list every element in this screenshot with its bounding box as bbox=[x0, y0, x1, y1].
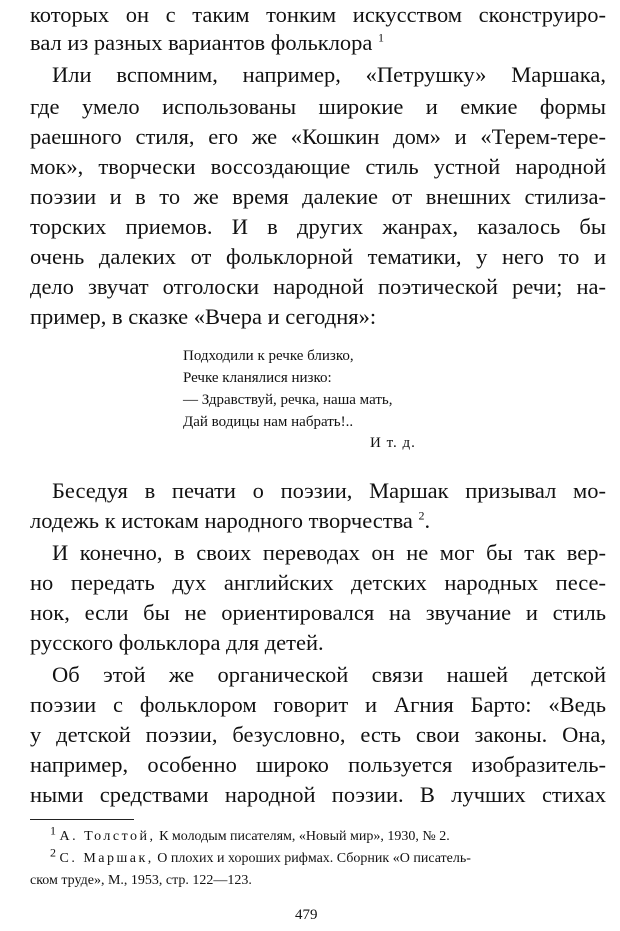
footnote-ref-2: 2 bbox=[418, 508, 425, 523]
text-line: где умело использованы широкие и емкие формы bbox=[30, 94, 606, 119]
text-line: мок», творчески воссоздающие стиль устной народной bbox=[30, 154, 606, 179]
page-number: 479 bbox=[295, 907, 318, 923]
poem-line: Речке кланялися низко: bbox=[183, 370, 332, 386]
text-line: поэзии с фольклором говорит и Агния Барто: «Ведь bbox=[30, 692, 606, 717]
text-line: Об этой же органической связи нашей детской bbox=[52, 662, 606, 687]
text-line-content: вал из разных вариантов фольклора bbox=[30, 30, 373, 55]
footnote-2-continuation: ском труде», М., 1953, стр. 122—123. bbox=[30, 873, 252, 888]
footnote-number: 2 bbox=[50, 845, 56, 860]
text-line bbox=[30, 28, 606, 58]
poem-etc: И т. д. bbox=[370, 435, 416, 451]
text-line-trail: . bbox=[424, 508, 431, 533]
text-line: дело звучат отголоски народной поэтической речи; на- bbox=[30, 274, 606, 299]
footnote-author: С. Маршак, bbox=[59, 851, 154, 866]
text-line: у детской поэзии, безусловно, есть свои законы. Она, bbox=[30, 722, 606, 747]
footnote-divider bbox=[30, 819, 134, 820]
text-line: поэзии и в то же время далекие от внешних стилиза- bbox=[30, 184, 606, 209]
text-line: например, особенно широко пользуется изобразитель- bbox=[30, 752, 606, 777]
text-line: но передать дух английских детских народных песе- bbox=[30, 570, 606, 595]
poem-line: Подходили к речке близко, bbox=[183, 348, 354, 364]
text-line: которых он с таким тонким искусством сконструиро- bbox=[30, 2, 606, 27]
text-line: ными средствами народной поэзии. В лучших стихах bbox=[30, 782, 606, 807]
poem-line: — Здравствуй, речка, наша мать, bbox=[183, 392, 393, 408]
poem-line: Дай водицы нам набрать!.. bbox=[183, 414, 354, 430]
text-line bbox=[30, 506, 606, 536]
footnote-2 bbox=[50, 845, 606, 870]
text-line: торских приемов. И в других жанрах, казалось бы bbox=[30, 214, 606, 239]
footnote-text: К молодым писателям, «Новый мир», 1930, № 2. bbox=[155, 829, 450, 844]
footnote-text: О плохих и хороших рифмах. Сборник «О писатель- bbox=[153, 851, 471, 866]
footnote-ref-1: 1 bbox=[378, 30, 385, 45]
text-line: русского фольклора для детей. bbox=[30, 630, 324, 655]
text-line-content: лодежь к истокам народного творчества bbox=[30, 508, 413, 533]
footnote-1 bbox=[50, 823, 606, 848]
text-line: Беседуя в печати о поэзии, Маршак призывал мо- bbox=[52, 478, 606, 503]
footnote-number: 1 bbox=[50, 823, 56, 838]
text-line: И конечно, в своих переводах он не мог бы так вер- bbox=[52, 540, 606, 565]
text-line: нок, если бы не ориентировался на звучание и стиль bbox=[30, 600, 606, 625]
text-line: раешного стиля, его же «Кошкин дом» и «Терем-тере- bbox=[30, 124, 606, 149]
footnote-author: А. Толстой, bbox=[59, 829, 156, 844]
text-line: Или вспомним, например, «Петрушку» Маршака, bbox=[52, 62, 606, 87]
text-line: пример, в сказке «Вчера и сегодня»: bbox=[30, 304, 377, 329]
text-line: очень далеких от фольклорной тематики, у него то и bbox=[30, 244, 606, 269]
